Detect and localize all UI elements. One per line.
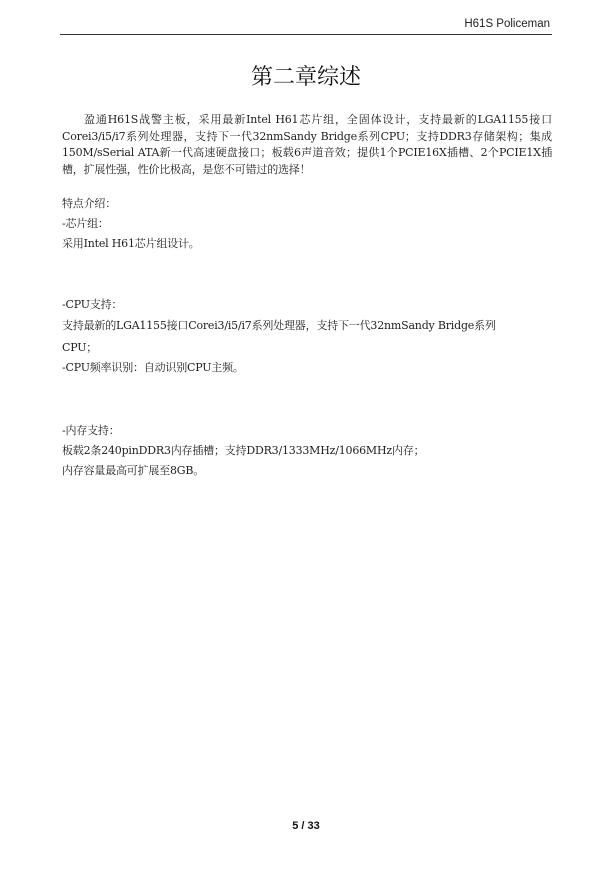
header-divider <box>60 34 552 35</box>
memory-label: -内存支持： <box>62 424 120 437</box>
features-heading: 特点介绍： <box>62 197 116 210</box>
cpu-frequency-text: -CPU频率识别：自动识别CPU主频。 <box>62 361 244 374</box>
cpu-label: -CPU支持： <box>62 298 123 311</box>
page-number: 5 / 33 <box>292 820 320 832</box>
chapter-title: 第二章综述 <box>250 65 361 90</box>
header-title: H61S Policeman <box>464 18 550 30</box>
memory-text-1: 板载2条240pinDDR3内存插槽；支持DDR3/1333MHz/1066MHz内存； <box>62 444 425 457</box>
cpu-text-1: 支持最新的LGA1155接口Corei3/i5/i7系列处理器，支持下一代32nmSandy Bridge系列 <box>62 319 496 332</box>
chipset-text: 采用Intel H61芯片组设计。 <box>62 237 200 250</box>
cpu-text-2: CPU； <box>62 341 98 354</box>
memory-text-2: 内存容量最高可扩展至8GB。 <box>62 464 205 477</box>
chipset-label: -芯片组： <box>62 217 109 230</box>
intro-paragraph: 盈通H61S战警主板，采用最新Intel H61芯片组，全固体设计，支持最新的LGA1155接口Corei3/i5/i7系列处理器，支持下一代32nmSandy Bridge系列CPU；支持DDR3存储架构；集成150M/sSerial ATA新一代高速硬盘接口；板载6声道音效；提供1个PCIE16X插槽、2个PCIE1X插槽，扩展性强，性价比极高，是您不可错过的选择！ <box>62 113 552 176</box>
